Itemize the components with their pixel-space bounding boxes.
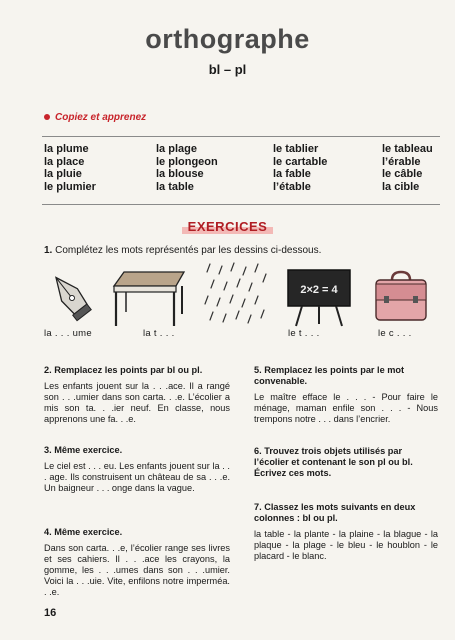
- word-item: la fable: [273, 168, 311, 180]
- word-column-4: [382, 143, 433, 193]
- word-column-1: [44, 143, 96, 193]
- exercise-7-heading: 7. Classez les mots suivants en deux colonnes : bl ou pl.: [254, 502, 416, 523]
- word-item: la plume: [44, 143, 89, 155]
- exercise-2-heading: 2. Remplacez les points par bl ou pl.: [44, 365, 203, 375]
- word-item: la blouse: [156, 168, 204, 180]
- exercise-1-text: Complétez les mots représentés par les dessins ci-dessous.: [55, 245, 322, 256]
- word-item: le cartable: [273, 155, 328, 168]
- blackboard-icon: [284, 266, 354, 328]
- exercise-2: [44, 365, 230, 425]
- word-item: le tableau: [382, 143, 433, 155]
- page-title: orthographe: [145, 24, 310, 54]
- exercise-6: [254, 446, 438, 484]
- exercise-4-text: Dans son carta. . .e, l’écolier range ses livres et ses cahiers. Il . . .ace les crayons, la gomme, les . . .umes dans son . . .umier. Voici la . . .uie. Vite, enfilons notre imperméa. . .e.: [44, 543, 230, 597]
- caption-2: la t . . .: [143, 328, 175, 339]
- exercise-7-text: la table - la plante - la plaine - la blague - la plaque - la plage - le bleu - le houblon - le placard - le blanc.: [254, 529, 438, 561]
- exercise-6-heading: 6. Trouvez trois objets utilisés par l’écolier et contenant le son pl ou bl. Écrivez ces mots.: [254, 446, 413, 478]
- exercise-4-heading: 4. Même exercice.: [44, 527, 123, 537]
- copy-heading: [44, 112, 146, 123]
- exercise-5-heading: 5. Remplacez les points par le mot convenable.: [254, 365, 405, 386]
- caption-1: la . . . ume: [44, 328, 92, 339]
- word-column-2: [156, 143, 218, 193]
- exercise-3-text: Le ciel est . . . eu. Les enfants jouent sur la . . . age. Ils construisent un château de sa . . .e. Un baigneur . . . onge dans la vague.: [44, 461, 230, 493]
- school-table-icon: [110, 266, 190, 328]
- exercise-1-number: 1.: [44, 245, 53, 256]
- word-item: la cible: [382, 180, 420, 193]
- word-item: l’étable: [273, 180, 311, 193]
- word-item: la place: [44, 155, 85, 168]
- exercise-4: [44, 527, 230, 598]
- page-subtitle: bl – pl: [208, 62, 247, 77]
- schoolbag-icon: [370, 268, 432, 326]
- word-list-bottom-rule: [42, 204, 440, 205]
- rain-icon: [204, 262, 270, 328]
- word-list-top-rule: [42, 136, 440, 137]
- copy-heading-text: Copiez et apprenez: [55, 112, 147, 123]
- page-number: 16: [44, 607, 57, 619]
- word-item: la plage: [156, 143, 197, 155]
- word-item: l’érable: [382, 155, 421, 168]
- caption-4: le c . . .: [378, 328, 412, 339]
- exercise-2-text: Les enfants jouent sur la . . .ace. Il a rangé son . . .umier dans son carta. . .e. L’écolier a mis son ta. . .ier neuf. En classe, nous apprenons une fa. . .e.: [44, 381, 230, 424]
- pen-nib-icon: [46, 268, 98, 326]
- bullet-icon: [44, 114, 50, 120]
- word-item: le plongeon: [156, 155, 218, 168]
- exercise-5-text: Le maître efface le . . . - Pour faire le ménage, maman enfile son . . . - Nous trempons notre . . . dans l’encrier.: [254, 392, 438, 424]
- exercise-1-heading: [44, 245, 444, 256]
- word-item: le tablier: [273, 143, 319, 155]
- exercise-7: [254, 502, 438, 562]
- word-item: le câble: [382, 168, 423, 180]
- blackboard-text: 2×2 = 4: [300, 284, 338, 296]
- exercise-3-heading: 3. Même exercice.: [44, 445, 123, 455]
- caption-3: le t . . .: [288, 328, 320, 339]
- exercises-banner: [0, 219, 455, 234]
- word-column-3: [273, 143, 327, 193]
- word-item: le plumier: [44, 180, 96, 193]
- word-item: la pluie: [44, 168, 82, 180]
- exercise-5: [254, 365, 438, 425]
- exercises-title: EXERCICES: [182, 219, 274, 234]
- exercise-3: [44, 445, 230, 494]
- word-item: la table: [156, 180, 194, 193]
